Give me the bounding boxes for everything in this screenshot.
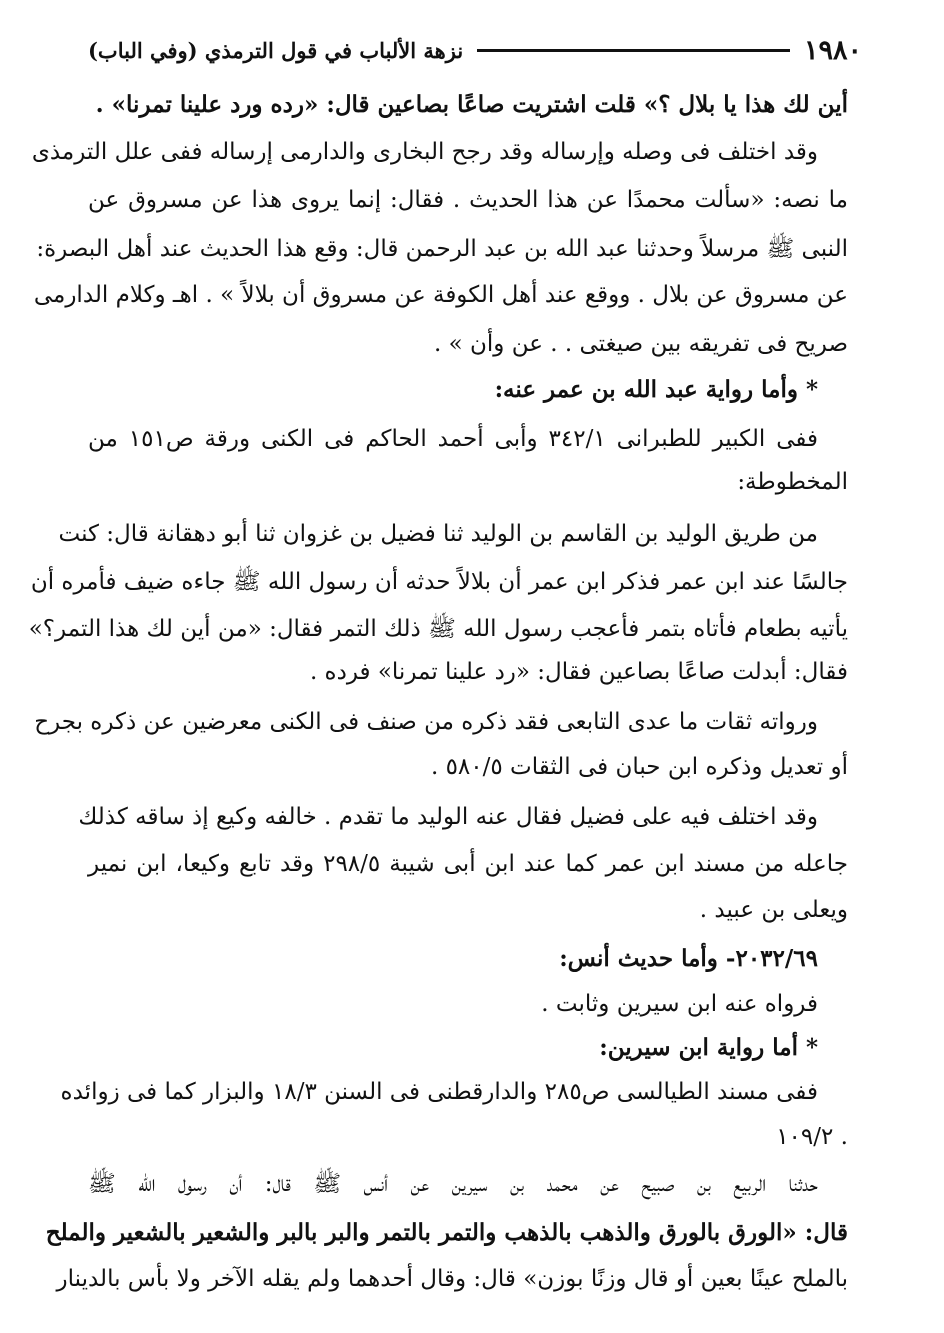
text-line: ١٠٩/٢ . bbox=[776, 1124, 848, 1150]
text-line: عن مسروق عن بلال . ووقع عند أهل الكوفة عن مسروق أن بلالاً » . اهـ وكلام الدارمى bbox=[33, 282, 848, 308]
text-line: وقد اختلف فى وصله وإرساله وقد رجح البخارى والدارمى إرساله ففى علل الترمذى bbox=[31, 139, 818, 165]
text-line: صريح فى تفريقه بين صيغتى . . عن وأن » . bbox=[434, 331, 848, 357]
running-header bbox=[88, 30, 862, 70]
text-line: ففى مسند الطيالسى ص٢٨٥ والدارقطنى فى السنن ١٨/٣ والبزار كما فى زوائده bbox=[60, 1079, 818, 1105]
text-line: بالملح عينًا بعين أو قال وزنًا بوزن» قال: وقال أحدهما ولم يقله الآخر ولا بأس بالدينار bbox=[56, 1266, 848, 1292]
text-line: يأتيه بطعام فأتاه بتمر فأعجب رسول الله ﷺ ذلك التمر فقال: «من أين لك هذا التمر؟» bbox=[28, 616, 848, 642]
text-line: أين لك هذا يا بلال ؟» قلت اشتريت صاعًا بصاعين قال: «رده ورد علينا تمرنا» . bbox=[95, 91, 848, 118]
text-line: المخطوطة: bbox=[737, 469, 848, 495]
running-title: نزهة الألباب في قول الترمذي (وفي الباب) bbox=[88, 37, 464, 63]
text-line: ما نصه: «سألت محمدًا عن هذا الحديث . فقال: إنما يروى هذا عن مسروق عن bbox=[88, 187, 848, 213]
text-line: ورواته ثقات ما عدى التابعى فقد ذكره من صنف فى الكنى معرضين عن ذكره بجرح bbox=[34, 709, 818, 735]
text-line: جالسًا عند ابن عمر فذكر ابن عمر أن بلالاً حدثه أن رسول الله ﷺ جاءه ضيف فأمره أن bbox=[30, 569, 848, 595]
text-line: قال: «الورق بالورق والذهب بالذهب والتمر بالتمر والبر بالبر والشعير بالشعير والملح bbox=[45, 1219, 848, 1246]
text-line: فقال: أبدلت صاعًا بصاعين فقال: «رد علينا تمرنا» فرده . bbox=[309, 659, 848, 685]
text-line: ففى الكبير للطبرانى ٣٤٢/١ وأبى أحمد الحاكم فى الكنى ورقة ص١٥١ من bbox=[88, 426, 818, 452]
text-line: جاعله من مسند ابن عمر كما عند ابن أبى شيبة ٢٩٨/٥ وقد تابع وكيعا، ابن نمير bbox=[88, 851, 848, 877]
section-heading: * أما رواية ابن سيرين: bbox=[599, 1034, 818, 1061]
page-number: ١٩٨٠ bbox=[803, 34, 862, 66]
text-line: النبى ﷺ مرسلاً وحدثنا عبد الله بن عبد الرحمن قال: وقع هذا الحديث عند أهل البصرة: bbox=[36, 236, 848, 262]
text-line: حدثنا الربيع بن صبيح عن محمد بن سيرين عن أنس ﷺ قال: أن رسول الله ﷺ bbox=[88, 1171, 818, 1197]
text-line: ويعلى بن عبيد . bbox=[699, 897, 848, 923]
header-rule bbox=[477, 49, 790, 52]
section-heading: * وأما رواية عبد الله بن عمر عنه: bbox=[494, 376, 818, 403]
text-line: من طريق الوليد بن القاسم بن الوليد ثنا فضيل بن غزوان ثنا أبو دهقانة قال: كنت bbox=[58, 521, 818, 547]
section-heading: ٢٠٣٢/٦٩- وأما حديث أنس: bbox=[559, 945, 818, 972]
text-line: فرواه عنه ابن سيرين وثابت . bbox=[541, 991, 818, 1017]
text-line: وقد اختلف فيه على فضيل فقال عنه الوليد ما تقدم . خالفه وكيع إذ ساقه كذلك bbox=[78, 804, 818, 830]
text-line: أو تعديل وذكره ابن حبان فى الثقات ٥٨٠/٥ . bbox=[430, 754, 848, 780]
